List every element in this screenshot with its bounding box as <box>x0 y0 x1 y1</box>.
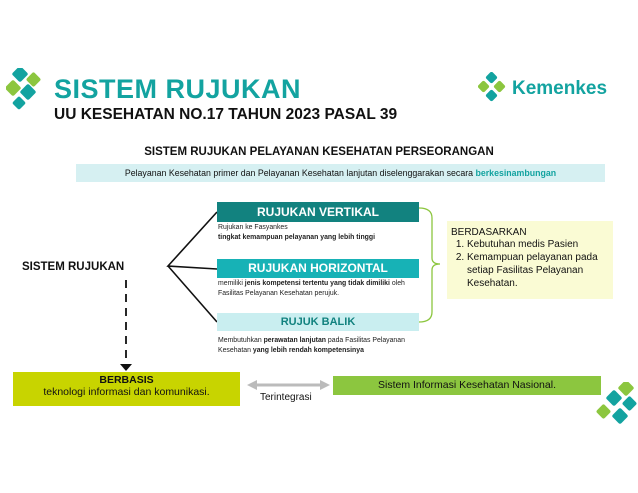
basis-box <box>447 221 613 299</box>
left-arrow-icon <box>247 380 257 390</box>
desc-line <box>218 233 375 243</box>
berbasis-title: BERBASIS <box>99 374 154 386</box>
berbasis-box <box>13 372 240 406</box>
desc-text: Membutuhkan <box>218 337 264 344</box>
basis-heading: BERDASARKAN <box>451 227 527 238</box>
desc-bold: yang lebih rendah kompetensinya <box>252 347 364 354</box>
vertical-referral-box: RUJUKAN VERTIKAL <box>217 202 419 222</box>
desc-text: pada Fasilitas Pelayanan <box>326 337 405 344</box>
integrated-label: Terintegrasi <box>260 392 312 403</box>
branch-connector <box>168 212 217 269</box>
berbasis-desc: teknologi informasi dan komunikasi. <box>43 386 210 398</box>
root-label: SISTEM RUJUKAN <box>22 261 125 273</box>
brand-name: Kemenkes <box>512 78 608 99</box>
sikn-box: Sistem Informasi Kesehatan Nasional. <box>333 376 601 395</box>
horizontal-referral-box: RUJUKAN HORIZONTAL <box>217 259 419 278</box>
back-referral-box: RUJUK BALIK <box>217 313 419 331</box>
basis-list <box>447 238 607 290</box>
horizontal-referral-desc <box>218 279 405 299</box>
decorative-logo-icon <box>596 382 638 426</box>
down-arrow-icon <box>120 364 132 371</box>
desc-line <box>218 336 405 346</box>
desc-text: oleh <box>389 280 405 287</box>
banner-text: Pelayanan Kesehatan primer dan Pelayanan Kesehatan lanjutan diselenggarakan secara <box>124 168 476 178</box>
back-referral-desc <box>218 336 405 356</box>
desc-bold: tingkat kemampuan pelayanan yang lebih tinggi <box>218 234 375 241</box>
basis-bracket <box>419 208 440 322</box>
basis-item: 2. Kemampuan pelayanan pada setiap Fasilitas Pelayanan Kesehatan. <box>467 251 607 290</box>
desc-text: memiliki <box>218 280 245 287</box>
section-title: SISTEM RUJUKAN PELAYANAN KESEHATAN PERSEORANGAN <box>144 146 494 158</box>
desc-text: Kesehatan <box>218 347 253 354</box>
basis-item: 1. Kebutuhan medis Pasien <box>467 238 607 251</box>
desc-line <box>218 346 405 356</box>
vertical-referral-desc <box>218 223 375 243</box>
banner-highlight: berkesinambungan <box>475 168 557 178</box>
page-subtitle: UU KESEHATAN NO.17 TAHUN 2023 PASAL 39 <box>54 106 398 123</box>
desc-line <box>218 279 405 289</box>
desc-line: Fasilitas Pelayanan Kesehatan perujuk. <box>218 290 340 297</box>
branch-connector-lower <box>168 266 217 322</box>
desc-bold: jenis kompetensi tertentu yang tidak dimiliki <box>244 280 390 287</box>
right-arrow-icon <box>320 380 330 390</box>
desc-bold: perawatan lanjutan <box>263 337 327 344</box>
desc-line: Rujukan ke Fasyankes <box>218 224 288 231</box>
page-title: SISTEM RUJUKAN <box>54 74 302 104</box>
